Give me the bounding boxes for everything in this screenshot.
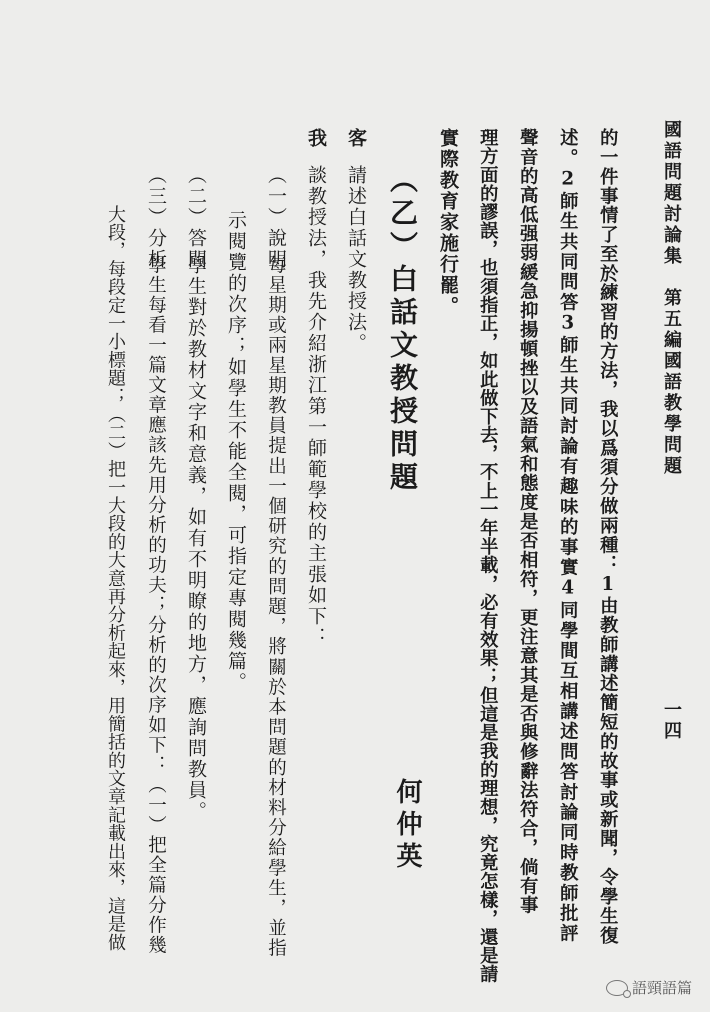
item-1-label: （一）說明: [265, 165, 287, 270]
item-3-text: 學生每看一篇文章應該先用分析的功夫；分析的次序如下：（一）把全篇分作幾: [145, 255, 167, 955]
guest-speaker: 客: [345, 128, 367, 149]
author-name: 何仲英: [392, 778, 422, 874]
wechat-icon: [606, 980, 628, 996]
me-answer: 談教授法，我先介紹浙江第一師範學校的主張如下：: [305, 165, 327, 648]
intro-column-4: 理方面的謬誤，也須指正，如此做下去，不上一年半載，必有效果；但這是我的理想，究竟怎樣，還是請: [477, 128, 499, 984]
watermark: [606, 977, 692, 998]
item-2-label: （二）答問: [185, 165, 207, 270]
intro-column-1: 的一件事情了至於練習的方法，我以爲須分做兩種：1由教師講述簡短的故事或新聞，令學生復: [597, 128, 619, 946]
intro-column-3: 聲音的高低强弱緩急抑揚頓挫以及語氣和態度是否相符，更注意其是否與修辭法符合，倘有事: [517, 128, 539, 915]
intro-column-2: 述。2師生共同問答3師生共同討論有趣味的事實4同學間互相講述問答討論同時教師批評: [557, 128, 579, 944]
item-1-text: 每星期或兩星期教員提出一個研究的問題，將關於本問題的材料分給學生，並指: [265, 255, 287, 959]
page-number: 一四: [661, 700, 682, 742]
item-3-continuation: 大段，每段定一小標題；（二）把一大段的大意再分析起來，用簡括的文章記載出來，這是做: [105, 205, 126, 952]
section-title: 第五編國語教學問題: [661, 288, 682, 477]
item-3-label: （三）分析: [145, 165, 167, 270]
intro-column-5: 實際教育家施行罷。: [437, 128, 459, 317]
item-2-text: 學生對於教材文字和意義，如有不明瞭的地方，應詢問教員。: [185, 255, 207, 822]
book-title: 國語問題討論集: [661, 120, 682, 267]
item-1-continuation: 示閱覽的次序；如學生不能全閱，可指定專閱幾篇。: [225, 210, 247, 693]
section-heading: （乙）白話文教授問題: [386, 165, 419, 495]
guest-question: 請述白話文教授法。: [345, 165, 367, 354]
me-speaker: 我: [305, 128, 327, 149]
watermark-text: 語頸語篇: [631, 979, 692, 997]
